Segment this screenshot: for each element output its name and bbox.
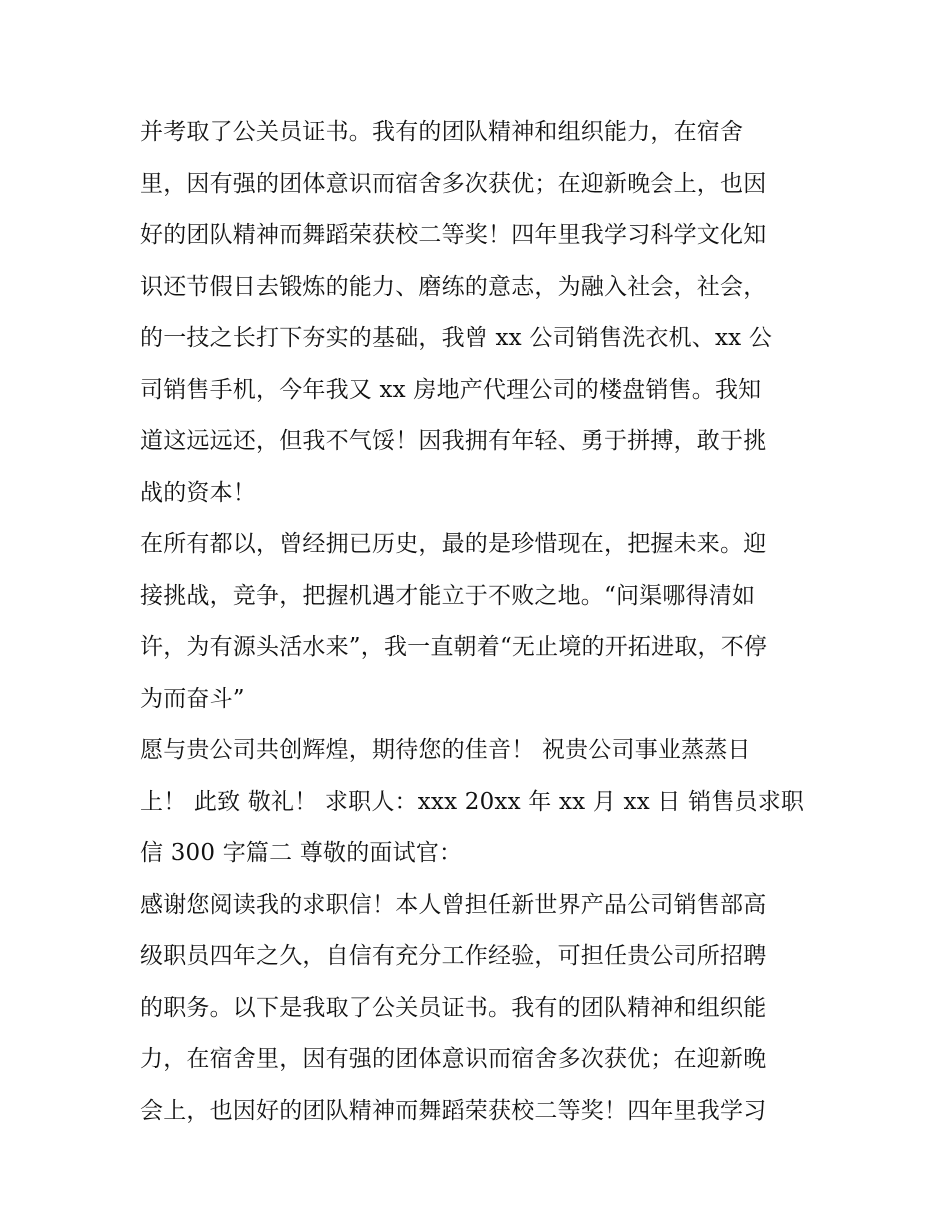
text-line-17: 级职员四年之久，自信有充分工作经验，可担任贵公司所招聘 [140, 943, 767, 969]
text-line-2: 里，因有强的团体意识而宿舍多次获优；在迎新晚会上，也因 [140, 170, 767, 197]
text-line-10: 接挑战，竞争，把握机遇才能立于不败之地。“问渠哪得清如 [140, 582, 756, 609]
text-line-3: 好的团队精神而舞蹈荣获校二等奖！四年里我学习科学文化知 [140, 222, 767, 248]
text-line-9: 在所有都以，曾经拥已历史，最的是珍惜现在，把握未来。迎 [140, 531, 767, 557]
text-line-18: 的职务。以下是我取了公关员证书。我有的团队精神和组织能 [140, 994, 767, 1021]
text-line-7: 道这远远还，但我不气馁！因我拥有年轻、勇于拼搏，敢于挑 [140, 428, 767, 454]
text-line-11: 许，为有源头活水来”，我一直朝着“无止境的开拓进取，不停 [140, 634, 768, 660]
text-line-13: 愿与贵公司共创辉煌，期待您的佳音！ 祝贵公司事业蒸蒸日 [140, 737, 751, 763]
document-body [140, 107, 820, 1137]
text-line-6: 司销售手机，今年我又 xx 房地产代理公司的楼盘销售。我知 [140, 376, 762, 403]
text-line-8: 战的资本！ [140, 479, 256, 506]
text-line-14: 上！ 此致 敬礼！ 求职人：xxx 20xx 年 xx 月 xx 日 销售员求职 [140, 788, 805, 815]
text-line-16: 感谢您阅读我的求职信！本人曾担任新世界产品公司销售部高 [140, 891, 767, 918]
text-line-12: 为而奋斗” [140, 685, 245, 712]
text-line-20: 会上，也因好的团队精神而舞蹈荣获校二等奖！四年里我学习 [140, 1097, 767, 1124]
text-line-15: 信 300 字篇二 尊敬的面试官： [140, 840, 463, 866]
text-line-1: 并考取了公关员证书。我有的团队精神和组织能力，在宿舍 [140, 119, 744, 145]
text-line-19: 力，在宿舍里，因有强的团体意识而宿舍多次获优；在迎新晚 [140, 1046, 767, 1072]
text-line-5: 的一技之长打下夯实的基础，我曾 xx 公司销售洗衣机、xx 公 [140, 325, 773, 351]
text-line-4: 识还节假日去锻炼的能力、磨练的意志，为融入社会，社会， [140, 273, 767, 300]
